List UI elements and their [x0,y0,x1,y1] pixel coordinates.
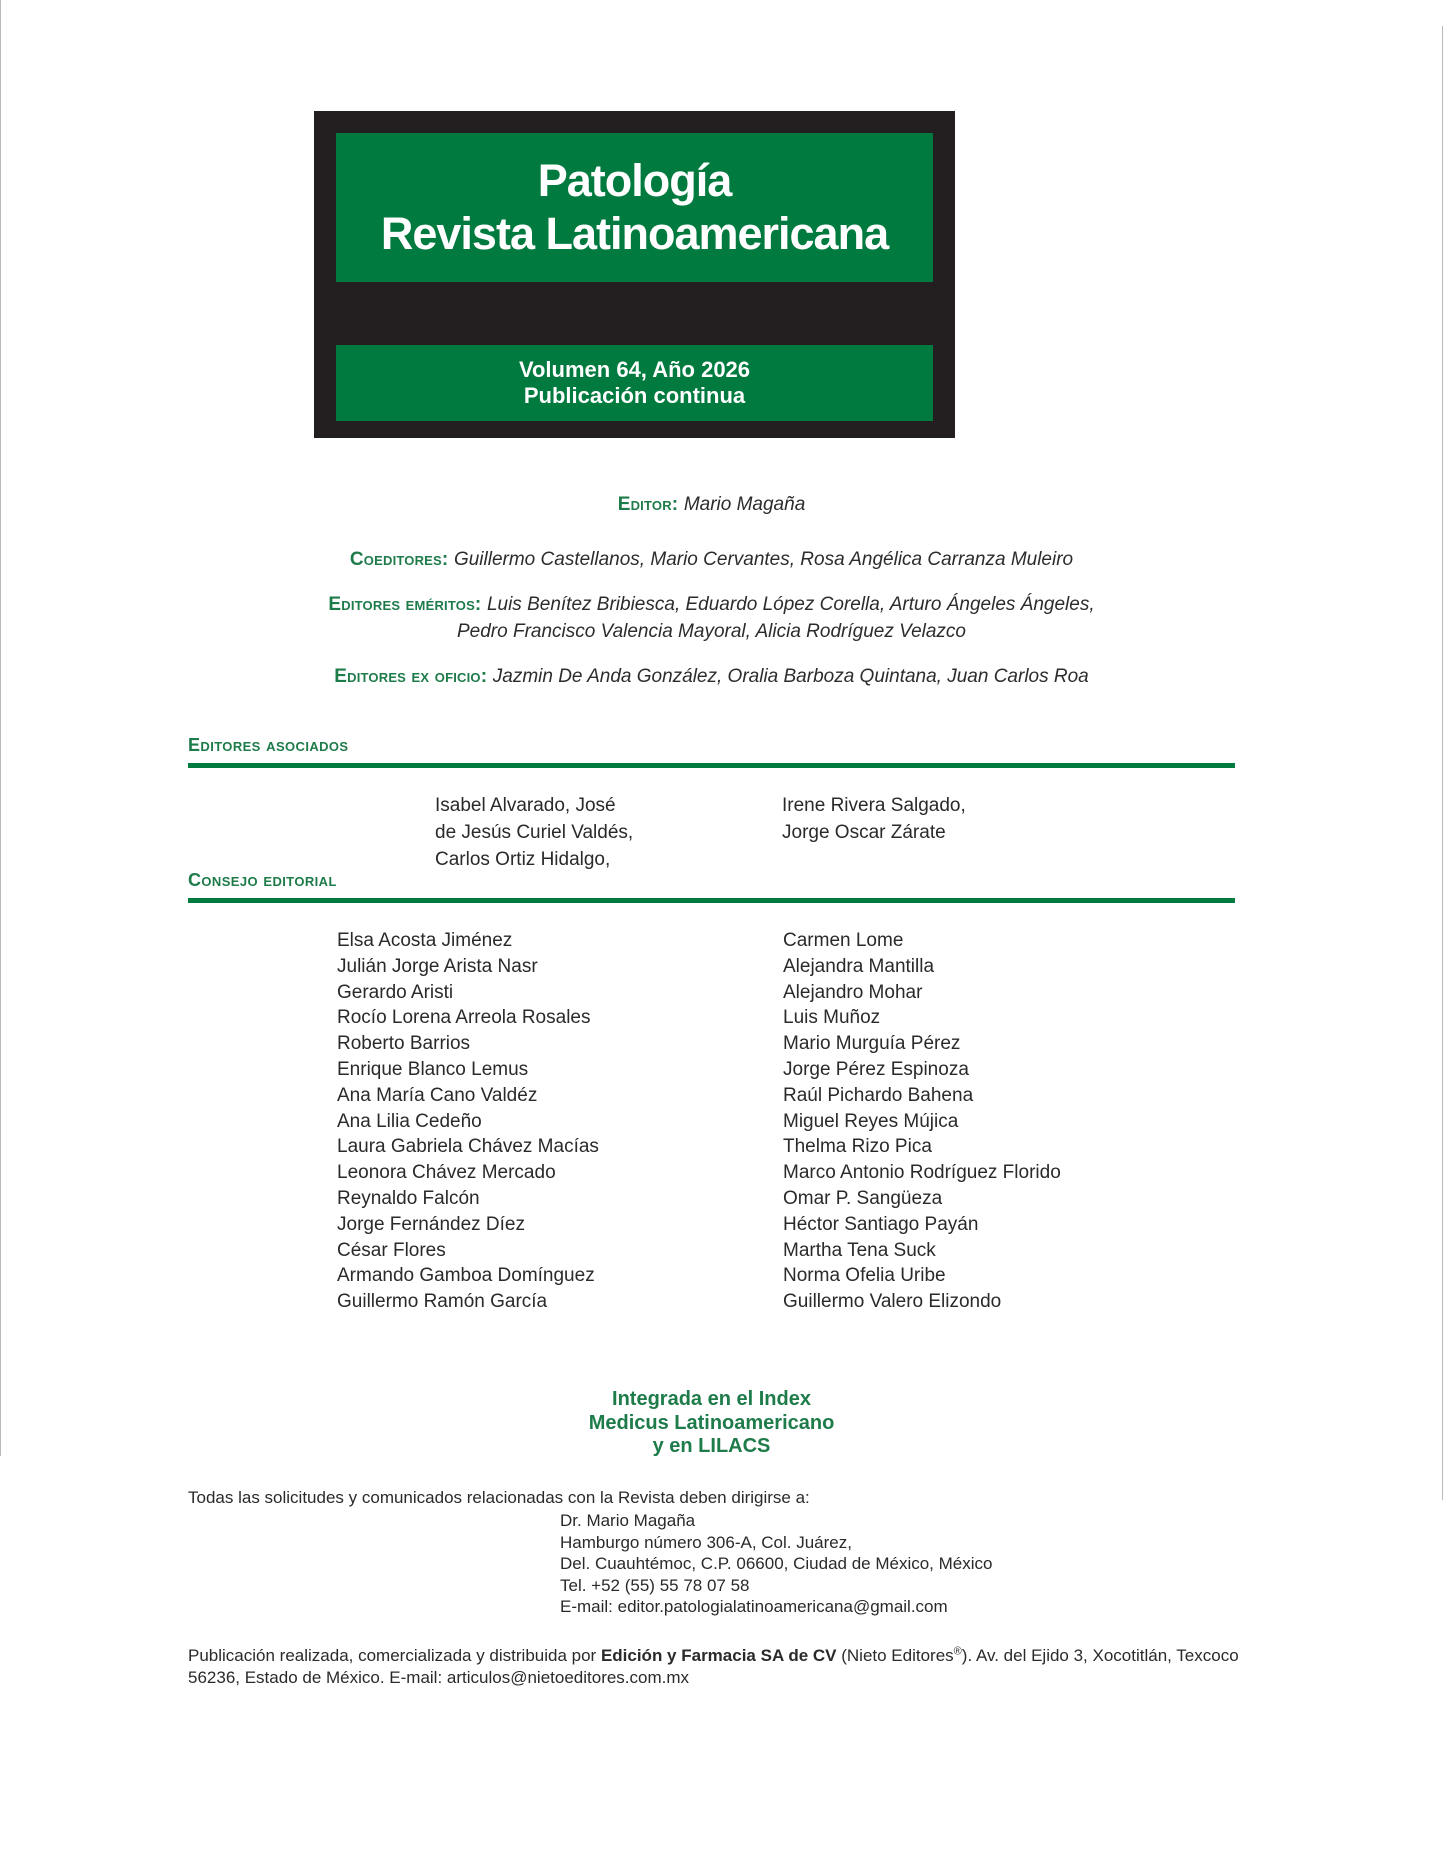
editor-line [188,494,1235,516]
name-line: Isabel Alvarado, José [435,795,616,816]
publication-mode-line: Publicación continua [523,383,746,408]
journal-title-banner [336,133,933,282]
emeritus-editors-line1 [188,594,1235,616]
name-line: Laura Gabriela Chávez Macías [337,1136,599,1158]
name-line: Jorge Oscar Zárate [782,822,946,843]
emeritus-editors-line2 [188,621,1235,643]
coeditors-line [188,549,1235,571]
page-scan-edge-right [1442,26,1443,1500]
name-line: Hamburgo número 306-A, Col. Juárez, [560,1532,852,1552]
name-line: Guillermo Ramón García [337,1291,548,1313]
name-line: Gerardo Aristi [337,981,454,1003]
name-line: Carmen Lome [783,930,904,951]
editor-names: Mario Magaña [683,494,806,515]
name-line: Julián Jorge Arista Nasr [337,955,538,977]
name-line: Guillermo Valero Elizondo [783,1291,1002,1313]
name-line: de Jesús Curiel Valdés, [435,822,634,843]
publisher-text-pre: Publicación realizada, comercializada y distribuida por [188,1646,601,1665]
associate-editors-rule [188,763,1235,768]
name-line: E-mail: editor.patologialatinoamericana@gmail.com [560,1597,948,1616]
name-line: Omar P. Sangüeza [783,1187,943,1209]
volume-banner [336,345,933,421]
name-line: Thelma Rizo Pica [783,1136,932,1158]
name-line: Irene Rivera Salgado, [782,795,966,816]
publisher-paragraph [188,1645,1293,1689]
emeritus-editors-label: Editores eméritos: [328,594,482,615]
name-line: Roberto Barrios [337,1033,471,1055]
contact-intro: Todas las solicitudes y comunicados relacionadas con la Revista deben dirigirse a: [188,1488,810,1507]
editorial-board-col1 [337,928,599,1315]
name-line: Reynaldo Falcón [337,1187,480,1209]
name-line: Héctor Santiago Payán [783,1213,979,1235]
journal-title-line2: Revista Latinoamericana [380,207,889,259]
name-line: Elsa Acosta Jiménez [337,930,513,951]
name-line: Luis Muñoz [783,1007,881,1029]
name-line: Armando Gamboa Domínguez [337,1265,595,1287]
volume-line: Volumen 64, Año 2026 [518,356,751,382]
index-note-line1: Integrada en el Index [612,1388,811,1410]
name-line: Tel. +52 (55) 55 78 07 58 [560,1575,750,1595]
name-line: Alejandra Mantilla [783,955,935,977]
name-line: Jorge Pérez Espinoza [783,1058,969,1080]
exoficio-editors-label: Editores ex oficio: [334,666,488,687]
name-line: Carlos Ortiz Hidalgo, [435,849,611,870]
index-note-line3: y en LILACS [652,1435,771,1457]
name-line: Miguel Reyes Mújica [783,1110,959,1132]
name-line: Dr. Mario Magaña [560,1511,696,1530]
contact-address-block [560,1510,992,1618]
page-scan-edge-left [0,0,1,1456]
exoficio-editors-line [188,666,1235,688]
editorial-board-heading: Consejo editorial [188,870,337,890]
associate-editors-col1 [435,792,633,873]
name-line: César Flores [337,1239,446,1261]
name-line: Marco Antonio Rodríguez Florido [783,1162,1061,1184]
editorial-board-col2 [783,928,1061,1315]
editor-label: Editor: [617,494,679,515]
name-line: Raúl Pichardo Bahena [783,1084,974,1106]
emeritus-editors-names1: Luis Benítez Bribiesca, Eduardo López Corella, Arturo Ángeles Ángeles, [486,594,1095,615]
name-line: Enrique Blanco Lemus [337,1058,529,1080]
index-note [188,1388,1235,1459]
publisher-text-mid: (Nieto Editores [836,1646,954,1665]
publisher-company-name: Edición y Farmacia SA de CV [600,1646,837,1665]
emeritus-editors-names2: Pedro Francisco Valencia Mayoral, Alicia Rodríguez Velazco [456,621,966,642]
name-line: Leonora Chávez Mercado [337,1162,556,1184]
associate-editors-col2 [782,792,966,846]
journal-title-line1: Patología [537,155,732,207]
index-note-line2: Medicus Latinoamericano [588,1411,835,1434]
editorial-board-rule [188,898,1235,903]
coeditors-names: Guillermo Castellanos, Mario Cervantes, Rosa Angélica Carranza Muleiro [453,549,1074,570]
publisher-text-post: ). Av. del Ejido 3, Xocotitlán, Texcoco 56236, Estado de México. E-mail: articulos@nietoeditores.com.mx [188,1646,1239,1687]
associate-editors-heading: Editores asociados [188,735,349,755]
name-line: Jorge Fernández Díez [337,1213,525,1235]
name-line: Norma Ofelia Uribe [783,1265,946,1287]
exoficio-editors-names: Jazmin De Anda González, Oralia Barboza Quintana, Juan Carlos Roa [492,666,1089,687]
name-line: Rocío Lorena Arreola Rosales [337,1007,591,1029]
registered-trademark-symbol: ® [953,1645,962,1658]
name-line: Ana María Cano Valdéz [337,1084,538,1106]
coeditors-label: Coeditores: [349,549,449,570]
name-line: Del. Cuauhtémoc, C.P. 06600, Ciudad de México, México [560,1554,993,1573]
name-line: Martha Tena Suck [783,1239,936,1261]
name-line: Ana Lilia Cedeño [337,1110,482,1132]
masthead-box [314,111,955,438]
name-line: Alejandro Mohar [783,981,923,1003]
name-line: Mario Murguía Pérez [783,1033,961,1055]
